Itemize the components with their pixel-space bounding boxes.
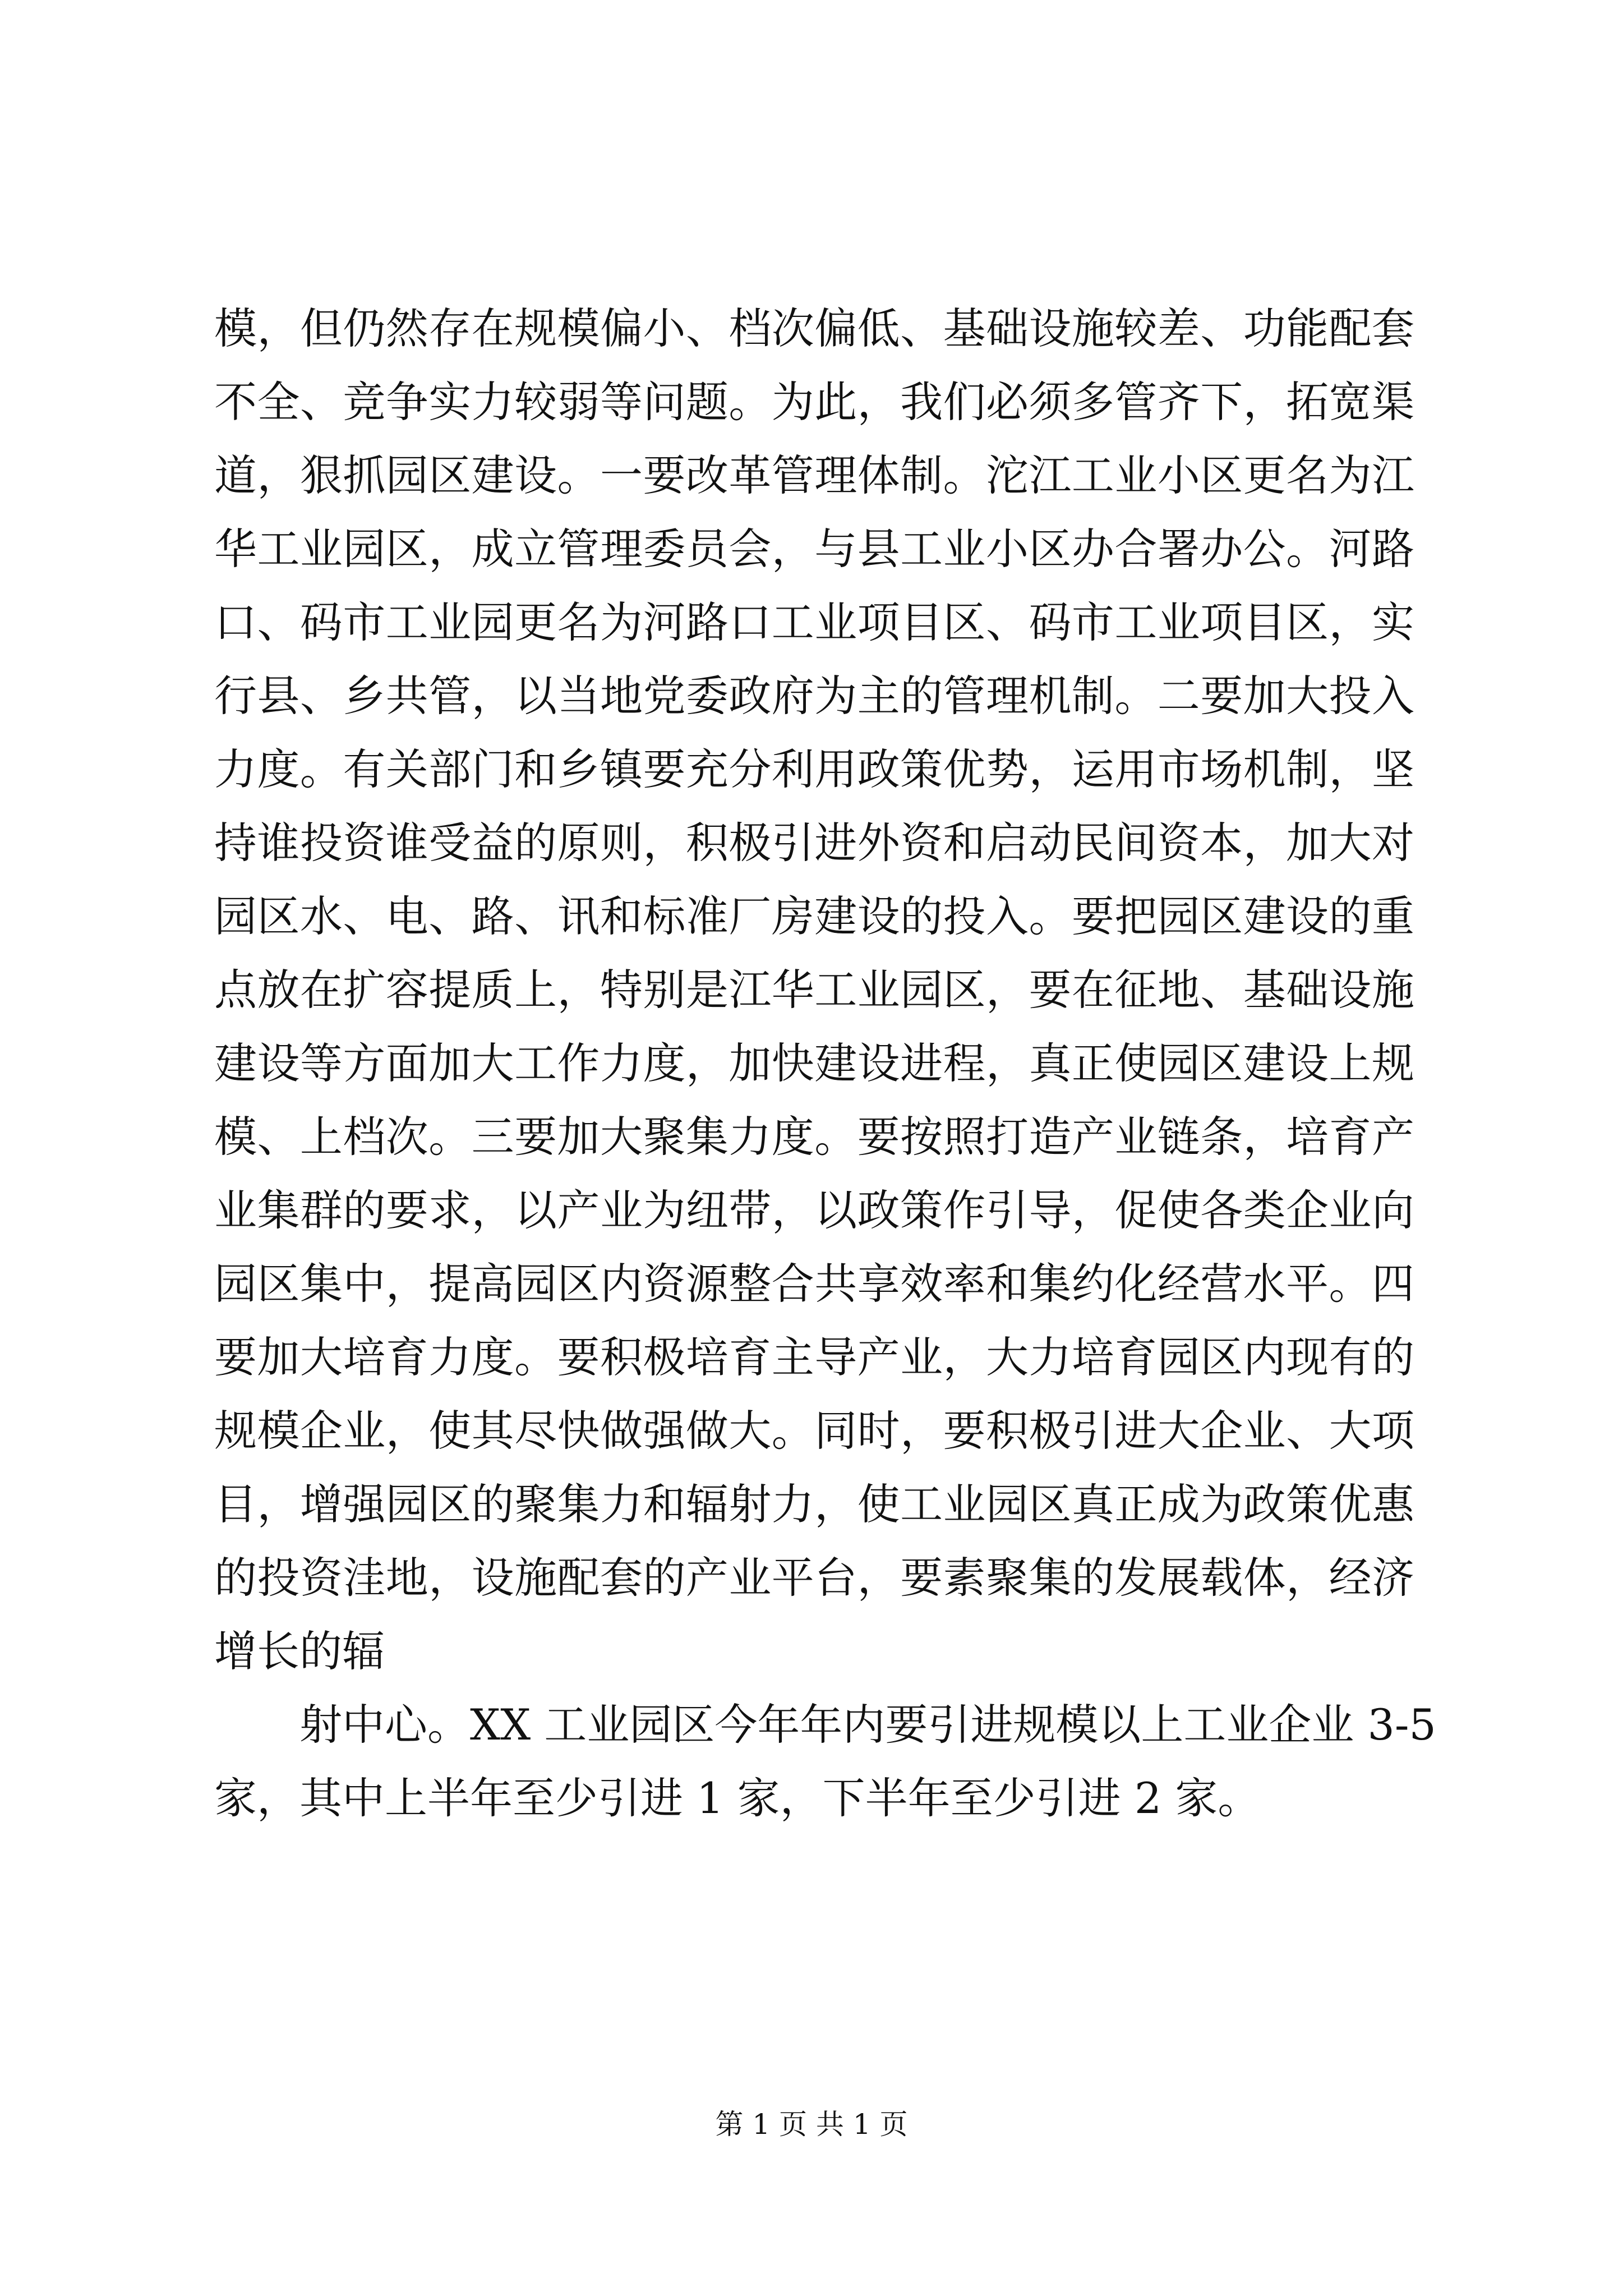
paragraph-1 [214,292,1414,1688]
text-line: 业集群的要求，以产业为纽带，以政策作引导，促使各类企业向 [214,1185,1414,1235]
text-line: 行县、乡共管，以当地党委政府为主的管理机制。二要加大投入 [214,671,1414,721]
text-line: 园区集中，提高园区内资源整合共享效率和集约化经营水平。四 [214,1259,1414,1309]
text-line: 模、上档次。三要加大聚集力度。要按照打造产业链条，培育产 [214,1112,1414,1162]
text-line: 的投资洼地，设施配套的产业平台，要素聚集的发展载体，经济 [214,1553,1414,1603]
text-line: 道，狠抓园区建设。一要改革管理体制。沱江工业小区更名为江 [214,450,1414,500]
text-line: 要加大培育力度。要积极培育主导产业，大力培育园区内现有的 [214,1332,1414,1382]
text-line: 不全、竞争实力较弱等问题。为此，我们必须多管齐下，拓宽渠 [214,377,1414,427]
text-line: 增长的辐 [214,1626,385,1676]
text-line: 持谁投资谁受益的原则，积极引进外资和启动民间资本，加大对 [214,818,1414,868]
text-line: 园区水、电、路、讯和标准厂房建设的投入。要把园区建设的重 [214,891,1414,941]
page-footer: 第 1 页 共 1 页 [715,2108,908,2141]
text-line: 点放在扩容提质上，特别是江华工业园区，要在征地、基础设施 [214,965,1414,1015]
document-body [214,292,1436,1835]
text-line: 目，增强园区的聚集力和辐射力，使工业园区真正成为政策优惠 [214,1479,1414,1529]
text-line: 射中心。XX 工业园区今年年内要引进规模以上工业企业 3-5 [299,1700,1436,1750]
text-line: 口、码市工业园更名为河路口工业项目区、码市工业项目区，实 [214,597,1414,647]
text-line: 建设等方面加大工作力度，加快建设进程，真正使园区建设上规 [214,1038,1414,1088]
text-line: 华工业园区，成立管理委员会，与县工业小区办合署办公。河路 [214,524,1414,574]
paragraph-2 [214,1688,1436,1835]
text-line: 家，其中上半年至少引进 1 家，下半年至少引进 2 家。 [214,1773,1261,1823]
text-line: 力度。有关部门和乡镇要充分利用政策优势，运用市场机制，坚 [214,744,1414,794]
text-line: 规模企业，使其尽快做强做大。同时，要积极引进大企业、大项 [214,1406,1414,1456]
text-line: 模，但仍然存在规模偏小、档次偏低、基础设施较差、功能配套 [214,303,1414,353]
